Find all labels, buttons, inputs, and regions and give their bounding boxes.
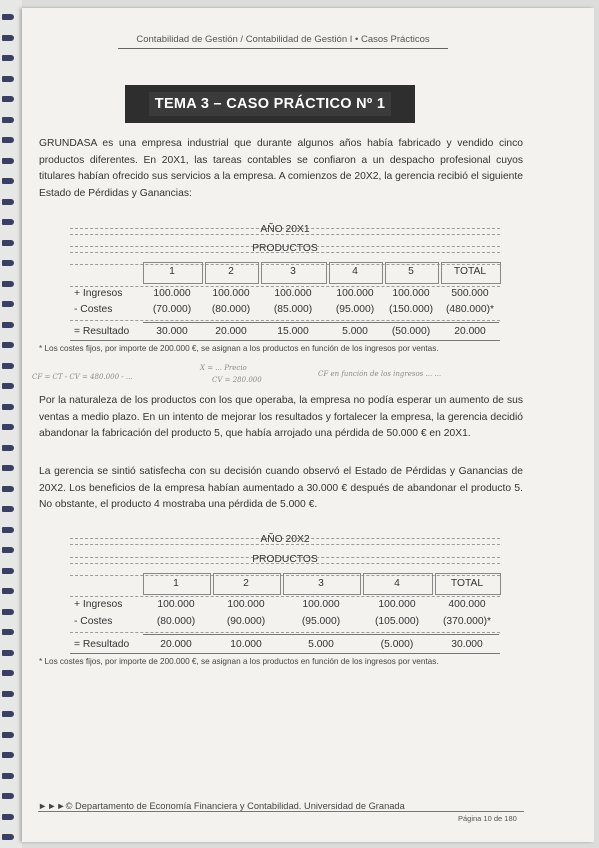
table2-col-total: TOTAL	[450, 578, 484, 589]
binding-ring	[2, 527, 14, 533]
header-rule	[118, 48, 448, 49]
paragraph-2: Por la naturaleza de los productos con los que operaba, la empresa no podía esperar un aumento de sus ventas a medio plazo. En un intento de mejorar los resultados y fortalecer la empresa, la gerencia decidió abandonar la fabricación del producto 5, que había arrojado una pérdida de 50.000 € en 20X1.	[39, 395, 523, 440]
binding-ring	[2, 281, 14, 287]
binding-ring	[2, 732, 14, 738]
table1-group: PRODUCTOS	[252, 243, 318, 254]
handwritten-note-right: CF en función de los ingresos ... ...	[318, 370, 442, 378]
table1-cell: 100.000	[336, 288, 374, 299]
table2-cell: 5.000	[308, 639, 334, 650]
binding-ring	[2, 35, 14, 41]
table1-cell: 500.000	[451, 288, 489, 299]
handwritten-note-left: CF = CT - CV = 480.000 - ...	[32, 373, 133, 381]
binding-ring	[2, 711, 14, 717]
table2-col-2: 2	[243, 578, 249, 589]
binding-ring	[2, 547, 14, 553]
table1-cell: 15.000	[277, 326, 309, 337]
table1-cell: 100.000	[274, 288, 312, 299]
table2-group: PRODUCTOS	[252, 554, 318, 565]
binding-ring	[2, 424, 14, 430]
table1-row-label: = Resultado	[74, 326, 130, 337]
binding-ring	[2, 773, 14, 779]
table1-col-3: 3	[290, 266, 296, 277]
binding-ring	[2, 629, 14, 635]
table1-cell: (85.000)	[273, 304, 313, 315]
table1-cell: (80.000)	[211, 304, 251, 315]
footer-rule	[38, 811, 524, 812]
table1-cell: (150.000)	[388, 304, 434, 315]
table2-row-label: = Resultado	[74, 639, 130, 650]
table1-col-total: TOTAL	[453, 266, 487, 277]
binding-ring	[2, 14, 14, 20]
table1-cell: (70.000)	[152, 304, 192, 315]
table2-cell: (370.000)*	[442, 616, 492, 627]
table1-cell: 100.000	[392, 288, 430, 299]
table2-cell: 400.000	[448, 599, 486, 610]
table2-footnote: * Los costes fijos, por importe de 200.000 €, se asignan a los productos en función de los ingresos por ventas.	[39, 657, 439, 666]
table1-col-4: 4	[352, 266, 358, 277]
table1-cell: 20.000	[454, 326, 486, 337]
binding-ring	[2, 96, 14, 102]
table1-cell: (95.000)	[335, 304, 375, 315]
table2-cell: 100.000	[227, 599, 265, 610]
binding-ring	[2, 363, 14, 369]
table1-cell: (480.000)*	[445, 304, 495, 315]
table2-cell: 100.000	[302, 599, 340, 610]
binding-ring	[2, 588, 14, 594]
table1-col-5: 5	[408, 266, 414, 277]
binding-ring	[2, 260, 14, 266]
binding-ring	[2, 55, 14, 61]
spiral-binding	[0, 0, 22, 848]
table2-cell: (95.000)	[301, 616, 341, 627]
binding-ring	[2, 814, 14, 820]
paragraph-3: La gerencia se sintió satisfecha con su decisión cuando observó el Estado de Pérdidas y Ganancias de 20X2. Los beneficios de la empresa habían aumentado a 30.000 € después de abandonar el producto 5. No obstante, el producto 4 mostraba una pérdida de 5.000 €.	[39, 466, 523, 511]
binding-ring	[2, 322, 14, 328]
table1-cell: 100.000	[153, 288, 191, 299]
handwritten-note-mid-top: X = ... Precio	[200, 364, 247, 372]
table1-cell: 20.000	[215, 326, 247, 337]
table1-cell: 30.000	[156, 326, 188, 337]
binding-ring	[2, 383, 14, 389]
binding-ring	[2, 650, 14, 656]
binding-ring	[2, 691, 14, 697]
table1-col-1: 1	[169, 266, 175, 277]
binding-ring	[2, 137, 14, 143]
table2-col-3: 3	[318, 578, 324, 589]
binding-ring	[2, 342, 14, 348]
binding-ring	[2, 301, 14, 307]
binding-ring	[2, 609, 14, 615]
binding-ring	[2, 199, 14, 205]
binding-ring	[2, 178, 14, 184]
table2-year: AÑO 20X2	[260, 534, 310, 545]
running-header: Contabilidad de Gestión / Contabilidad de Gestión I • Casos Prácticos	[136, 34, 430, 45]
binding-ring	[2, 219, 14, 225]
binding-ring	[2, 793, 14, 799]
page-number: Página 10 de 180	[458, 814, 517, 823]
table1-row-label: - Costes	[74, 304, 113, 315]
binding-ring	[2, 752, 14, 758]
title-banner	[125, 85, 415, 123]
table2-cell: (105.000)	[374, 616, 420, 627]
binding-ring	[2, 486, 14, 492]
footer-text: ►►►© Departamento de Economía Financiera y Contabilidad. Universidad de Granada	[38, 801, 405, 811]
binding-ring	[2, 404, 14, 410]
binding-ring	[2, 117, 14, 123]
binding-ring	[2, 445, 14, 451]
handwritten-note-mid-bottom: CV = 280.000	[212, 376, 262, 384]
binding-ring	[2, 670, 14, 676]
binding-ring	[2, 465, 14, 471]
intro-paragraph: GRUNDASA es una empresa industrial que durante algunos años había fabricado y vendido cinco productos diferentes. En 20X1, las tareas contables se confiaron a un despacho profesional cuyos titulares habían ofrecido sus servicios a la empresa. A comienzos de 20X2, la gerencia recibió el siguiente Estado de Pérdidas y Ganancias:	[39, 138, 523, 199]
binding-ring	[2, 158, 14, 164]
table1-row-label: + Ingresos	[74, 288, 123, 299]
binding-ring	[2, 568, 14, 574]
binding-ring	[2, 506, 14, 512]
table1-cell: 100.000	[212, 288, 250, 299]
table1-footnote: * Los costes fijos, por importe de 200.000 €, se asignan a los productos en función de los ingresos por ventas.	[39, 344, 439, 353]
table2-cell: (90.000)	[226, 616, 266, 627]
table2-cell: 20.000	[160, 639, 192, 650]
table1-cell: (50.000)	[391, 326, 431, 337]
table2-row-label: + Ingresos	[74, 599, 123, 610]
table2-col-1: 1	[173, 578, 179, 589]
table2-cell: (80.000)	[156, 616, 196, 627]
binding-ring	[2, 834, 14, 840]
table1-year: AÑO 20X1	[260, 224, 310, 235]
table1-col-2: 2	[228, 266, 234, 277]
page-title: TEMA 3 – CASO PRÁCTICO Nº 1	[149, 92, 391, 116]
table2-col-4: 4	[394, 578, 400, 589]
table2-row-label: - Costes	[74, 616, 113, 627]
table2-cell: 100.000	[378, 599, 416, 610]
binding-ring	[2, 240, 14, 246]
table2-cell: (5.000)	[380, 639, 414, 650]
table1-cell: 5.000	[342, 326, 368, 337]
table2-cell: 30.000	[451, 639, 483, 650]
table2-cell: 100.000	[157, 599, 195, 610]
binding-ring	[2, 76, 14, 82]
table2-cell: 10.000	[230, 639, 262, 650]
